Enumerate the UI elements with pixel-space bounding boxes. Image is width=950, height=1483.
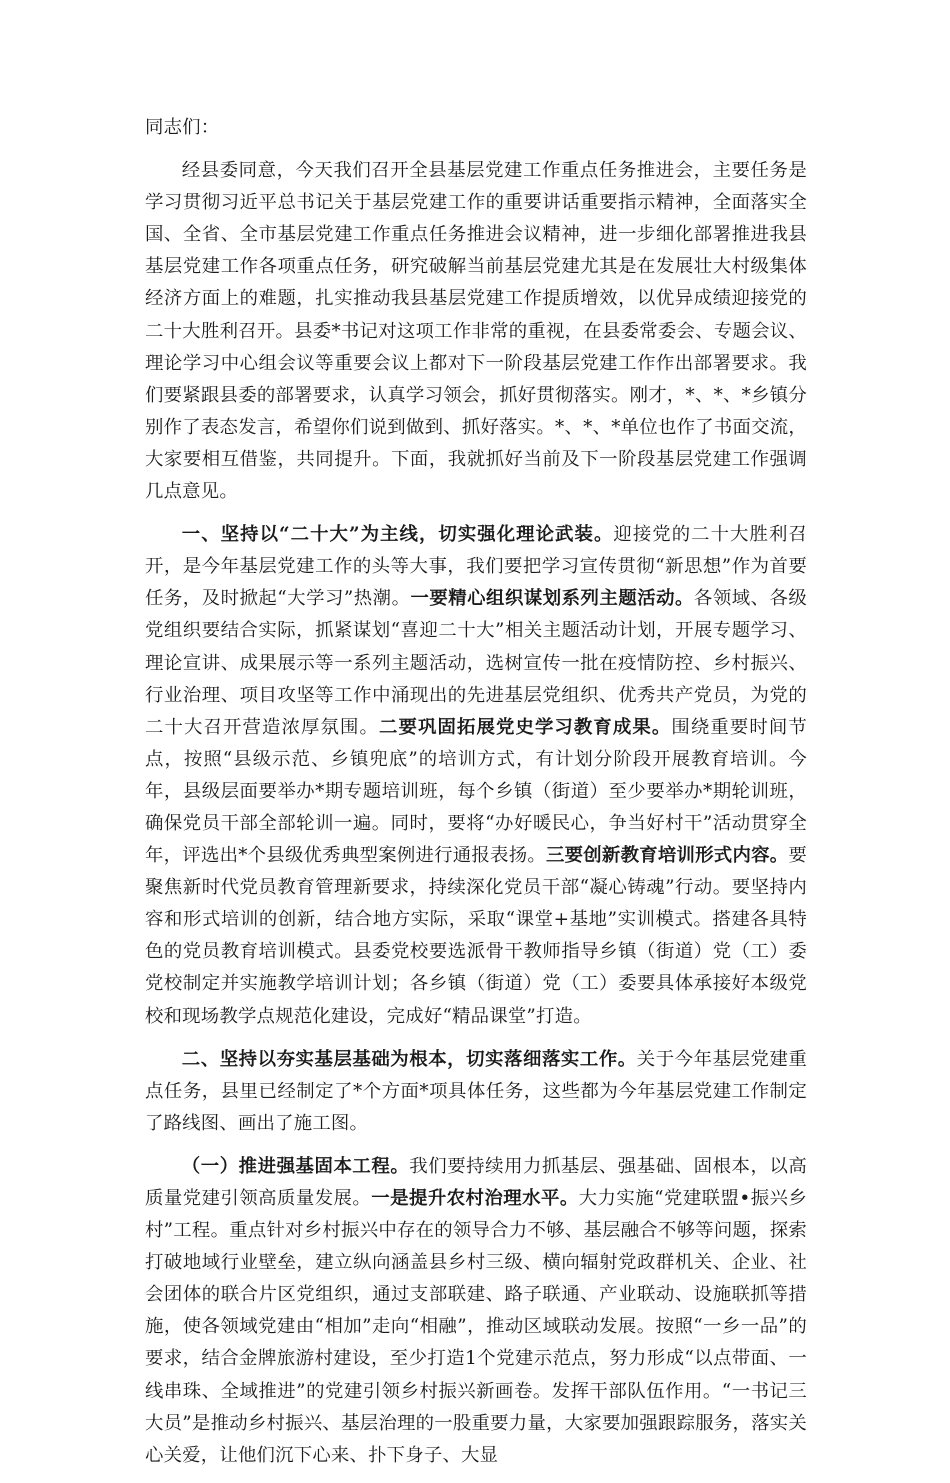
section-one-text-4: 要聚焦新时代党员教育管理新要求，持续深化党员干部“凝心铸魂”行动。要坚持内容和形式培训的创新，结合地方实际，采取“课堂+基地”实训模式。搭建各具特色的党员教育培训模式。县委党校要选派骨干教师指导乡镇（街道）党（工）委党校制定并实施教学培训计划；各乡镇（街道）党（工）委要具体承接好本级党校和现场教学点规范化建设，完成好“精品课堂”打造。: [145, 845, 807, 1027]
section-one-point-2: 二要巩固拓展党史学习教育成果。: [378, 716, 672, 738]
subsection-one-text-1: 我们要持续用力抓基层、强基础、固根本，以高质量党建引领高质量发展。: [145, 1155, 807, 1209]
intro-paragraph: 经县委同意，今天我们召开全县基层党建工作重点任务推进会，主要任务是学习贯彻习近平总书记关于基层党建工作的重要讲话重要指示精神，全面落实全国、全省、全市基层党建工作重点任务推进会议精神，进一步细化部署推进我县基层党建工作各项重点任务，研究破解当前基层党建尤其是在发展壮大村级集体经济方面上的难题，扎实推动我县基层党建工作提质增效，以优异成绩迎接党的二十大胜利召开。县委*书记对这项工作非常的重视，在县委常委会、专题会议、理论学习中心组会议等重要会议上都对下一阶段基层党建工作作出部署要求。我们要紧跟县委的部署要求，认真学习领会，抓好贯彻落实。刚才，*、*、*乡镇分别作了表态发言，希望你们说到做到、抓好落实。*、*、*单位也作了书面交流，大家要相互借鉴，共同提升。下面，我就抓好当前及下一阶段基层党建工作强调几点意见。: [145, 160, 807, 503]
section-one-text-1: 迎接党的二十大胜利召开，是今年基层党建工作的头等大事，我们要把学习宣传贯彻“新思想”作为首要任务，及时掀起“大学习”热潮。: [145, 524, 807, 610]
salutation: 同志们：: [145, 117, 220, 138]
section-two-heading: 二、坚持以夯实基层基础为根本，切实落细落实工作。: [181, 1048, 637, 1070]
document-page: [145, 112, 807, 1483]
section-one-point-3: 三要创新教育培训形式内容。: [546, 845, 789, 867]
section-two-text-1: 关于今年基层党建重点任务，县里已经制定了*个方面*项具体任务，这些都为今年基层党建工作制定了路线图、画出了施工图。: [145, 1048, 807, 1134]
section-one-paragraph: [145, 519, 807, 1033]
subsection-one-heading: （一）推进强基固本工程。: [181, 1155, 410, 1177]
section-two-paragraph: [145, 1044, 807, 1140]
section-one-point-1: 一要精心组织谋划系列主题活动。: [410, 588, 694, 610]
section-one-text-2: 各领域、各级党组织要结合实际，抓紧谋划“喜迎二十大”相关主题活动计划，开展专题学习、理论宣讲、成果展示等一系列主题活动，选树宣传一批在疫情防控、乡村振兴、行业治理、项目攻坚等工作中涌现出的先进基层党组织、优秀共产党员，为党的二十大召开营造浓厚氛围。: [145, 588, 807, 738]
subsection-one-text-2: 大力实施“党建联盟•振兴乡村”工程。重点针对乡村振兴中存在的领导合力不够、基层融合不够等问题，探索打破地域行业壁垒，建立纵向涵盖县乡村三级、横向辐射党政群机关、企业、社会团体的联合片区党组织，通过支部联建、路子联通、产业联动、设施联抓等措施，使各领域党建由“相加”走向“相融”，推动区域联动发展。按照“一乡一品”的要求，结合金牌旅游村建设，至少打造1个党建示范点，努力形成“以点带面、一线串珠、全域推进”的党建引领乡村振兴新画卷。发挥干部队伍作用。“一书记三大员”是推动乡村振兴、基层治理的一股重要力量，大家要加强跟踪服务，落实关心关爱，让他们沉下心来、扑下身子、大显: [145, 1188, 807, 1466]
section-one-heading: 一、坚持以“二十大”为主线，切实强化理论武装。: [181, 524, 614, 546]
subsection-one-point-1: 一是提升农村治理水平。: [371, 1188, 579, 1209]
section-one-text-3: 围绕重要时间节点，按照“县级示范、乡镇兜底”的培训方式，有计划分阶段开展教育培训。今年，县级层面要举办*期专题培训班，每个乡镇（街道）至少要举办*期轮训班，确保党员干部全部轮训一遍。同时，要将“办好暖民心，争当好村干”活动贯穿全年，评选出*个县级优秀典型案例进行通报表扬。: [145, 716, 807, 867]
subsection-one-paragraph: [145, 1151, 807, 1472]
